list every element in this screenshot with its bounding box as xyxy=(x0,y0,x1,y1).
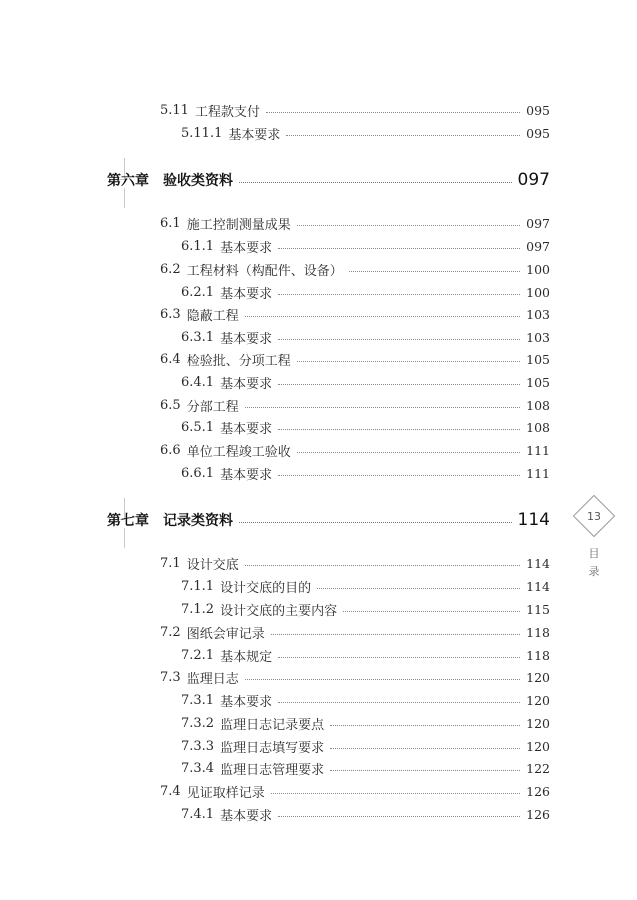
leader-dots xyxy=(271,634,520,635)
chapter-page: 114 xyxy=(517,510,550,530)
leader-dots xyxy=(317,588,520,589)
toc-chapter[interactable] xyxy=(107,507,550,533)
entry-page: 095 xyxy=(526,102,550,118)
entry-title: 基本要求 xyxy=(220,467,273,483)
entry-title: 监理日志记录要点 xyxy=(220,717,325,733)
entry-title: 基本规定 xyxy=(220,649,273,665)
entry-page: 114 xyxy=(526,578,550,594)
entry-title: 基本要求 xyxy=(220,331,273,347)
entry-number: 7.3 xyxy=(160,669,181,685)
leader-dots xyxy=(330,770,520,771)
entry-title: 设计交底的主要内容 xyxy=(220,603,338,619)
section-label: 目录 xyxy=(588,547,600,578)
entry-page: 118 xyxy=(526,647,550,663)
chapter-title: 记录类资料 xyxy=(163,513,233,529)
entry-title: 见证取样记录 xyxy=(186,785,265,801)
entry-page: 126 xyxy=(526,806,550,822)
toc-subsection[interactable] xyxy=(181,713,550,733)
entry-title: 分部工程 xyxy=(186,399,239,415)
chapter-number: 第七章 xyxy=(107,513,149,529)
entry-number: 7.4.1 xyxy=(181,806,215,822)
leader-dots xyxy=(330,725,520,726)
leader-dots xyxy=(266,112,520,113)
entry-title: 工程款支付 xyxy=(194,104,260,120)
chapter-title: 验收类资料 xyxy=(163,173,233,189)
toc-chapter[interactable] xyxy=(107,167,550,193)
leader-dots xyxy=(278,657,520,658)
entry-number: 6.1.1 xyxy=(181,238,215,254)
entry-page: 120 xyxy=(526,669,550,685)
entry-page: 108 xyxy=(526,419,550,435)
entry-page: 095 xyxy=(526,125,550,141)
leader-dots xyxy=(278,384,520,385)
entry-number: 7.3.4 xyxy=(181,760,215,776)
entry-title: 检验批、分项工程 xyxy=(186,353,291,369)
leader-dots xyxy=(286,135,520,136)
entry-number: 7.1.2 xyxy=(181,601,215,617)
entry-number: 6.3 xyxy=(160,306,181,322)
leader-dots xyxy=(278,248,520,249)
toc-section[interactable] xyxy=(160,349,550,369)
toc-section[interactable] xyxy=(160,100,550,120)
entry-number: 7.3.2 xyxy=(181,715,215,731)
leader-dots xyxy=(245,679,520,680)
entry-page: 103 xyxy=(526,306,550,322)
entry-page: 100 xyxy=(526,261,550,277)
entry-title: 基本要求 xyxy=(220,808,273,824)
entry-title: 单位工程竣工验收 xyxy=(186,444,291,460)
entry-number: 7.1 xyxy=(160,555,181,571)
toc-section[interactable] xyxy=(160,622,550,642)
toc-subsection[interactable] xyxy=(181,690,550,710)
leader-dots xyxy=(297,361,520,362)
leader-dots xyxy=(278,475,520,476)
toc-section[interactable] xyxy=(160,667,550,687)
entry-page: 108 xyxy=(526,397,550,413)
toc-subsection[interactable] xyxy=(181,236,550,256)
entry-title: 隐蔽工程 xyxy=(186,308,239,324)
leader-dots xyxy=(239,182,512,183)
entry-title: 基本要求 xyxy=(220,694,273,710)
toc-section[interactable] xyxy=(160,553,550,573)
entry-number: 7.3.3 xyxy=(181,738,215,754)
entry-number: 7.3.1 xyxy=(181,692,215,708)
toc-subsection[interactable] xyxy=(181,599,550,619)
leader-dots xyxy=(278,429,520,430)
toc-section[interactable] xyxy=(160,781,550,801)
entry-page: 097 xyxy=(526,238,550,254)
toc-subsection[interactable] xyxy=(181,327,550,347)
entry-page: 120 xyxy=(526,692,550,708)
entry-number: 5.11.1 xyxy=(181,125,223,141)
toc-subsection[interactable] xyxy=(181,804,550,824)
entry-title: 施工控制测量成果 xyxy=(186,217,291,233)
leader-dots xyxy=(330,748,520,749)
entry-number: 6.3.1 xyxy=(181,329,215,345)
toc-subsection[interactable] xyxy=(181,463,550,483)
entry-page: 118 xyxy=(526,624,550,640)
leader-dots xyxy=(343,611,520,612)
entry-page: 114 xyxy=(526,555,550,571)
toc-subsection[interactable] xyxy=(181,758,550,778)
leader-dots xyxy=(245,565,520,566)
entry-number: 5.11 xyxy=(160,102,189,118)
leader-dots xyxy=(245,316,520,317)
toc-section[interactable] xyxy=(160,440,550,460)
chapter-number: 第六章 xyxy=(107,173,149,189)
entry-title: 图纸会审记录 xyxy=(186,626,265,642)
entry-number: 6.5.1 xyxy=(181,419,215,435)
entry-title: 工程材料（构配件、设备） xyxy=(186,263,343,279)
entry-title: 基本要求 xyxy=(220,240,273,256)
entry-title: 监理日志 xyxy=(186,671,239,687)
entry-title: 设计交底 xyxy=(186,557,239,573)
entry-number: 6.4 xyxy=(160,351,181,367)
entry-number: 7.4 xyxy=(160,783,181,799)
entry-title: 基本要求 xyxy=(220,286,273,302)
entry-number: 6.2.1 xyxy=(181,284,215,300)
entry-number: 6.6 xyxy=(160,442,181,458)
toc-subsection[interactable] xyxy=(181,417,550,437)
leader-dots xyxy=(239,522,512,523)
entry-page: 105 xyxy=(526,351,550,367)
leader-dots xyxy=(278,339,520,340)
leader-dots xyxy=(245,407,520,408)
page-number: 13 xyxy=(587,509,601,523)
toc-section[interactable] xyxy=(160,304,550,324)
toc-section[interactable] xyxy=(160,213,550,233)
entry-number: 6.6.1 xyxy=(181,465,215,481)
entry-page: 120 xyxy=(526,715,550,731)
entry-page: 115 xyxy=(526,601,550,617)
toc-subsection[interactable] xyxy=(181,645,550,665)
toc-subsection[interactable] xyxy=(181,282,550,302)
entry-title: 基本要求 xyxy=(220,421,273,437)
entry-number: 7.2 xyxy=(160,624,181,640)
entry-title: 基本要求 xyxy=(228,127,281,143)
entry-number: 7.1.1 xyxy=(181,578,215,594)
toc-section[interactable] xyxy=(160,259,550,279)
entry-number: 6.1 xyxy=(160,215,181,231)
leader-dots xyxy=(278,702,520,703)
entry-page: 103 xyxy=(526,329,550,345)
toc-subsection[interactable] xyxy=(181,123,550,143)
entry-number: 6.5 xyxy=(160,397,181,413)
entry-page: 100 xyxy=(526,284,550,300)
leader-dots xyxy=(297,452,520,453)
leader-dots xyxy=(278,816,520,817)
chapter-page: 097 xyxy=(517,170,550,190)
entry-number: 7.2.1 xyxy=(181,647,215,663)
toc-section[interactable] xyxy=(160,395,550,415)
leader-dots xyxy=(271,793,520,794)
entry-page: 126 xyxy=(526,783,550,799)
leader-dots xyxy=(297,225,520,226)
entry-number: 6.2 xyxy=(160,261,181,277)
toc-subsection[interactable] xyxy=(181,372,550,392)
entry-title: 基本要求 xyxy=(220,376,273,392)
entry-title: 监理日志填写要求 xyxy=(220,740,325,756)
entry-title: 监理日志管理要求 xyxy=(220,762,325,778)
entry-number: 6.4.1 xyxy=(181,374,215,390)
entry-page: 120 xyxy=(526,738,550,754)
entry-page: 111 xyxy=(526,442,550,458)
entry-page: 097 xyxy=(526,215,550,231)
toc-subsection[interactable] xyxy=(181,736,550,756)
entry-page: 111 xyxy=(526,465,550,481)
leader-dots xyxy=(278,294,520,295)
leader-dots xyxy=(349,271,520,272)
entry-page: 105 xyxy=(526,374,550,390)
entry-title: 设计交底的目的 xyxy=(220,580,312,596)
toc-subsection[interactable] xyxy=(181,576,550,596)
entry-page: 122 xyxy=(526,760,550,776)
